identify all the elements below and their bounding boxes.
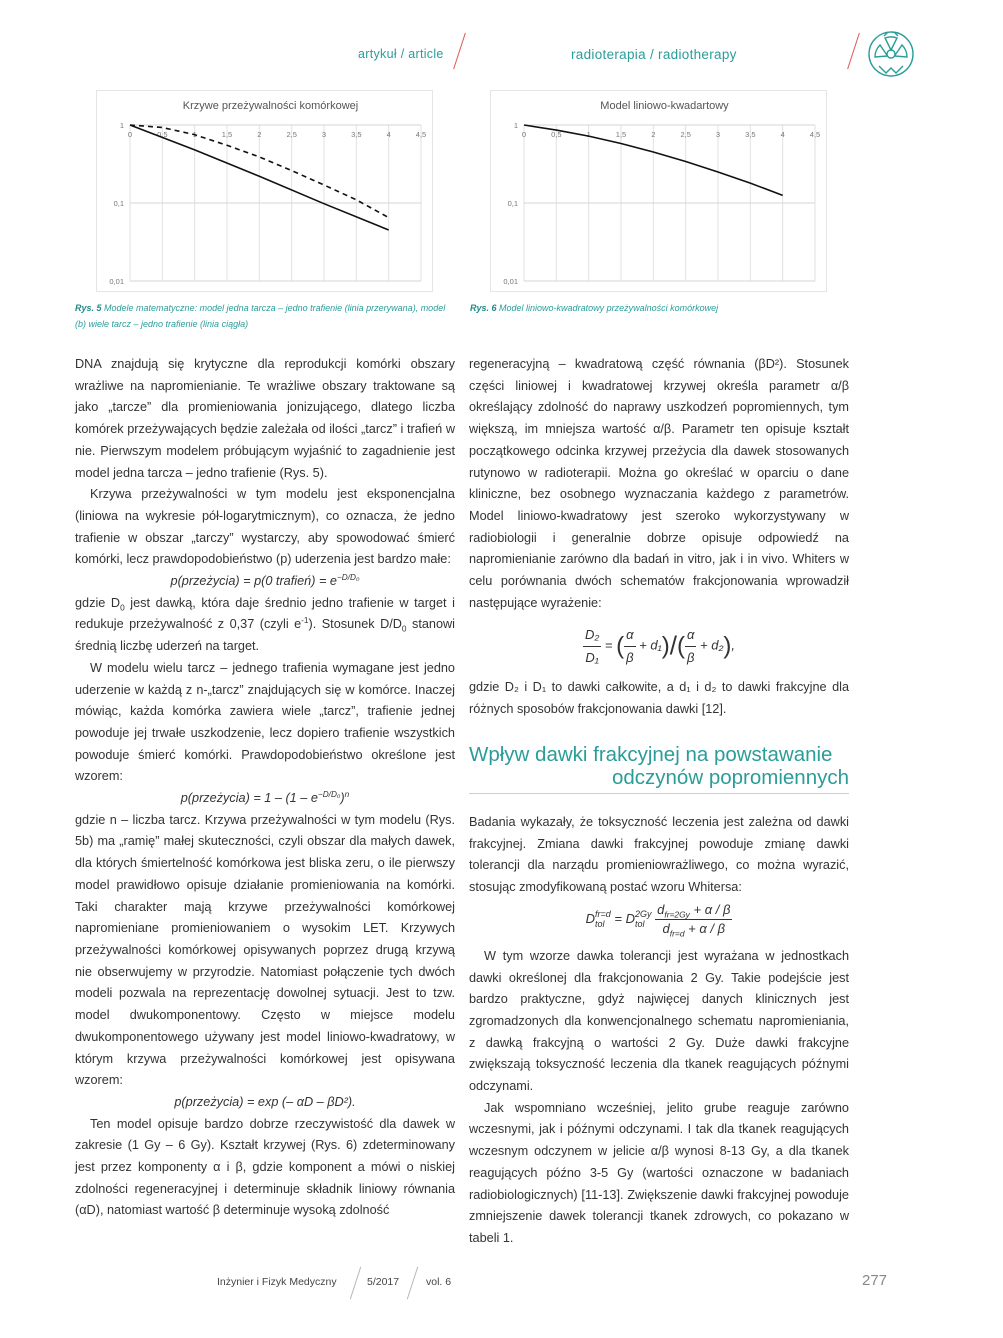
subscript: fr=d	[669, 928, 685, 939]
equation-body: p(przeżycia) = 1 – (1 – e	[180, 791, 318, 806]
equation-lhs: p(przeżycia) = p(0 trafień) =	[170, 574, 330, 589]
footer-journal: Inżynier i Fizyk Medyczny	[217, 1276, 337, 1288]
paragraph: gdzie $D_0$ jest dawką, która daje średnio jedno trafienie w target i redukuje przeżywalność z 0,37 (czyli $e^{-1}$). Stosunek $D/D_0$ stanowi średnią liczbę uderzeń na target.	[75, 595, 455, 654]
denominator-tail: + α / β	[684, 920, 726, 936]
numerator: α	[624, 624, 635, 647]
y-tick-label: 0,01	[503, 277, 518, 286]
heading-line: Wpływ dawki frakcyjnej na powstawanie	[469, 743, 833, 766]
x-tick-label: 4	[780, 130, 785, 139]
superscript: 2Gy	[634, 909, 652, 920]
chart-title: Krzywe przeżywalności komórkowej	[182, 100, 359, 112]
numerator: d	[657, 901, 665, 917]
equation-exponent: −D/D₀	[317, 789, 341, 799]
y-tick-label: 0,01	[109, 277, 124, 286]
paragraph: Krzywa przeżywalności w tym modelu jest eksponencjalna (liniowa na wykresie pół-logarytmicznym), co oznacza, że jedno trafienie w obszar „tarczy” wystarczy, aby spowodować śmierć komórki, lecz prawdopodobieństwo (p) uderzenia jest bardzo małe:	[75, 487, 455, 567]
chart-survival-curves	[96, 90, 433, 292]
equation-tolerance: D fr=d tol = D 2Gy tol $\frac{d_{fr=2Gy} + \alpha / \beta}{d_{fr=d} + \alpha / \beta}$	[585, 901, 731, 939]
right-column-top	[469, 354, 849, 720]
paragraph: Jak wspomniano wcześniej, jelito grube reaguje zarówno wczesnymi, jak i późnymi odczynami. I tak dla tkanek reagujących wczesnym odczynem w jelicie α/β wynosi 8-13 Gy, a dla tkanek reagujących późno 3-5 Gy (wartości oznaczone w badaniach radiobiologicznych) [11-13]. Zwiększenie dawki frakcyjnej powoduje zmniejszenie dawek tolerancji tkanek zdrowych, co pokazano w tabeli 1.	[469, 1100, 849, 1245]
denominator: β	[686, 650, 695, 666]
paragraph: Badania wykazały, że toksyczność leczenia jest zależna od dawki frakcyjnej. Zmiana dawki frakcyjnej powoduje zmianę dawki tolerancji dla narządu promieniowrażliwego, co można wyrazić, stosując zmodyfikowaną postać wzoru Whitersa:	[469, 815, 849, 895]
x-tick-label: 0,5	[551, 130, 562, 139]
caption-label: Rys. 6	[470, 303, 497, 313]
term: d₁	[650, 638, 662, 654]
paragraph: regeneracyjną – kwadratową część równania (βD²). Stosunek części liniowej i kwadratowej krzywej określa parametr α/β określający zdolność do naprawy uszkodzeń popromiennych, tym większą, im mniejsza wartość α/β. Parametr ten opisuje kształt początkowego odcinka krzywej przeżycia dla dawek stosowanych rutynowo w radioterapii. Można go określać w oparciu o dane kliniczne, bez osobnego wyznaczania każdego z parametrów. Model liniowo-kwadratowy jest szeroko wykorzystywany w radiobiologii i generalnie dobrze opisuje odpowiedź na napromienianie zarówno dla badań in vitro, jak i in vivo. Whiters w celu porównania dwóch schematów frakcjonowania wprowadził następujące wyrażenie:	[469, 357, 849, 610]
x-tick-label: 3	[715, 130, 721, 139]
x-tick-label: 0,5	[157, 130, 168, 139]
denominator: β	[626, 650, 634, 666]
paragraph: W tym wzorze dawka tolerancji jest wyrażana w jednostkach dawki określonej dla frakcjonowania 2 Gy. Takie podejście jest bardzo praktyczne, gdyż najwięcej danych klinicznych jest zgromadzonych dla konwencjonalnego schematu napromieniania, z dawką frakcyjną o wartości 2 Gy. Duże dawki frakcyjne zwiększają toksyczność leczenia dla tkanek reagujących późnymi odczynami.	[469, 948, 849, 1094]
header-divider	[453, 33, 466, 69]
text-fragment: jest dawką, która daje średnio jedno trafienie w target i redukuje przeżywalność z 0,37 (czyli e	[75, 595, 455, 632]
subscript: tol	[634, 919, 645, 930]
superscript: fr=d	[594, 909, 611, 920]
figure-6-caption	[470, 300, 850, 316]
right-column-bottom	[469, 812, 849, 1250]
denominator: d	[662, 920, 670, 936]
caption-label: Rys. 5	[75, 303, 102, 313]
y-tick-label: 1	[513, 121, 518, 130]
heading-divider	[469, 793, 849, 794]
numerator-tail: + α / β	[689, 901, 731, 917]
y-tick-label: 0,1	[507, 199, 518, 208]
y-tick-label: 1	[119, 121, 124, 130]
left-column	[75, 354, 455, 1222]
equation-e: e	[329, 574, 337, 589]
equation-tail: )	[340, 791, 345, 806]
x-tick-label: 0	[127, 130, 133, 139]
subscript: fr=2Gy	[664, 909, 690, 920]
denominator: D₁	[585, 650, 599, 666]
fraction	[624, 624, 635, 668]
x-tick-label: 0	[521, 130, 527, 139]
x-tick-label: 2,5	[680, 130, 691, 139]
caption-text: Model liniowo-kwadratowy przeżywalności komórkowej	[496, 303, 719, 313]
radiation-shield-icon	[866, 28, 916, 82]
term: d₂	[711, 638, 724, 654]
fraction	[685, 624, 696, 668]
equation-single-target	[75, 571, 455, 593]
equation-whiters: $\frac{\text{D₂}}{\text{D₁}}$ = ( $\frac{\alpha}{\beta}$ + d₁)/( $\frac{\alpha}{\beta}$ + d₂),	[469, 624, 849, 668]
x-tick-label: 4	[386, 130, 391, 139]
footer-volume: vol. 6	[426, 1276, 452, 1288]
x-tick-label: 1	[192, 130, 197, 139]
x-tick-label: 3,5	[745, 130, 756, 139]
x-tick-label: 3	[321, 130, 327, 139]
text-fragment: gdzie D	[75, 595, 121, 610]
numerator: α	[685, 624, 696, 647]
text-fragment: stanowi średnią liczbę uderzeń na target.	[75, 617, 455, 654]
footer-issue: 5/2017	[367, 1276, 400, 1288]
section-heading	[469, 743, 849, 789]
term: D	[585, 910, 595, 926]
y-tick-label: 0,1	[113, 199, 124, 208]
x-tick-label: 1	[586, 130, 591, 139]
figure-5-caption	[75, 300, 455, 332]
equation-multi-target	[75, 788, 455, 810]
x-tick-label: 1,5	[221, 130, 233, 139]
chart-title: Model liniowo-kwadartowy	[600, 100, 729, 112]
paragraph: gdzie D₂ i D₁ to dawki całkowite, a d₁ i d₂ to dawki frakcyjne dla różnych sposobów frakcjonowania dawki [12].	[469, 679, 849, 716]
numerator: D₂	[583, 624, 601, 647]
chart-linear-quadratic	[490, 90, 827, 292]
paragraph: Ten model opisuje bardzo dobrze rzeczywistość dla dawek w zakresie (1 Gy – 6 Gy). Kształt krzywej (Rys. 6) zdeterminowany jest przez komponenty α i β, gdzie komponent a mówi o niskiej zdolności regeneracyjnej i determinuje składnik liniowy równania (αD), natomiast wartość β determinuje wysoką zdolność	[75, 1116, 455, 1218]
term: D	[625, 910, 635, 926]
caption-text: Modele matematyczne: model jedna tarcza – jedno trafienie (linia przerywana), model (b) wiele tarcz – jedno trafienie (linia ciągła)	[75, 303, 446, 329]
fraction	[655, 901, 732, 938]
x-tick-label: 4,5	[415, 130, 427, 139]
header-right-label: radioterapia / radiotherapy	[571, 47, 737, 62]
x-tick-label: 1,5	[615, 130, 627, 139]
x-tick-label: 3,5	[351, 130, 362, 139]
x-tick-label: 2	[651, 130, 656, 139]
equation-lq: p(przeżycia) = exp (– αD – βD²).	[174, 1094, 356, 1109]
text-fragment: ). Stosunek D/D	[308, 617, 402, 632]
footer-divider	[407, 1267, 418, 1300]
equation-power: n	[344, 789, 350, 799]
x-tick-label: 4,5	[809, 130, 821, 139]
footer-divider	[350, 1267, 361, 1300]
x-tick-label: 2,5	[286, 130, 297, 139]
x-tick-label: 2	[257, 130, 262, 139]
equation-lhs-fraction	[583, 624, 601, 668]
header-divider	[847, 33, 860, 69]
subscript: tol	[594, 919, 605, 930]
heading-line: odczynów popromiennych	[611, 766, 849, 789]
paragraph: gdzie n – liczba tarcz. Krzywa przeżywalności w tym modelu (Rys. 5b) ma „ramię” małej skuteczności, czyli obszar dla małych dawek, dla których śmiertelność komórkowa jest bliska zeru, o ile pierwszy model prawidłowo opisuje działanie promieniowania na komórki. Taki charakter mają krzywe przeżywalności komórkowej napromieniane promieniowaniem o wysokim LET. Krzywych przeżywalności komórkowej opisywanych poprzez drugą krzywą nie obserwujemy w przyrodzie. Natomiast połączenie tych dwóch modeli pozwala na reprezentację dowolnej sytuacji. Jest to tzw. model dwukomponentowy. Często w miejsce modelu dwukomponentowego używany jest model liniowo-kwadratowy, w którym krzywa przeżywalności komórkowej jest opisywana wzorem:	[75, 812, 455, 1088]
paragraph: DNA znajdują się krytyczne dla reprodukcji komórki obszary wrażliwe na napromienianie. Te wrażliwe obszary traktowane są jako „tarcze” dla promieniowania jonizującego, dlatego liczba komórek przeżywających będzie zależała od ilości „tarcz” i trafień w nie. Pierwszym modelem próbującym wyjaśnić to zagadnienie jest model jedna tarcza – jedno trafienie (Rys. 5).	[75, 357, 455, 480]
paragraph: W modelu wielu tarcz – jednego trafienia wymagane jest jedno uderzenie w każdą z n-„tarcz” znajdujących się w komórce. Inaczej mówiąc, każda komórka zawiera wiele „tarcz”, trafienie jednej powoduje jej trwałe uszkodzenie, lecz dopiero trafienie wszystkich powoduje śmierć komórki. Prawdopodobieństwo określone jest wzorem:	[75, 660, 455, 784]
equation-exponent: −D/D₀	[336, 572, 360, 582]
header-left-label: artykuł / article	[358, 47, 444, 61]
page-number: 277	[862, 1272, 888, 1289]
